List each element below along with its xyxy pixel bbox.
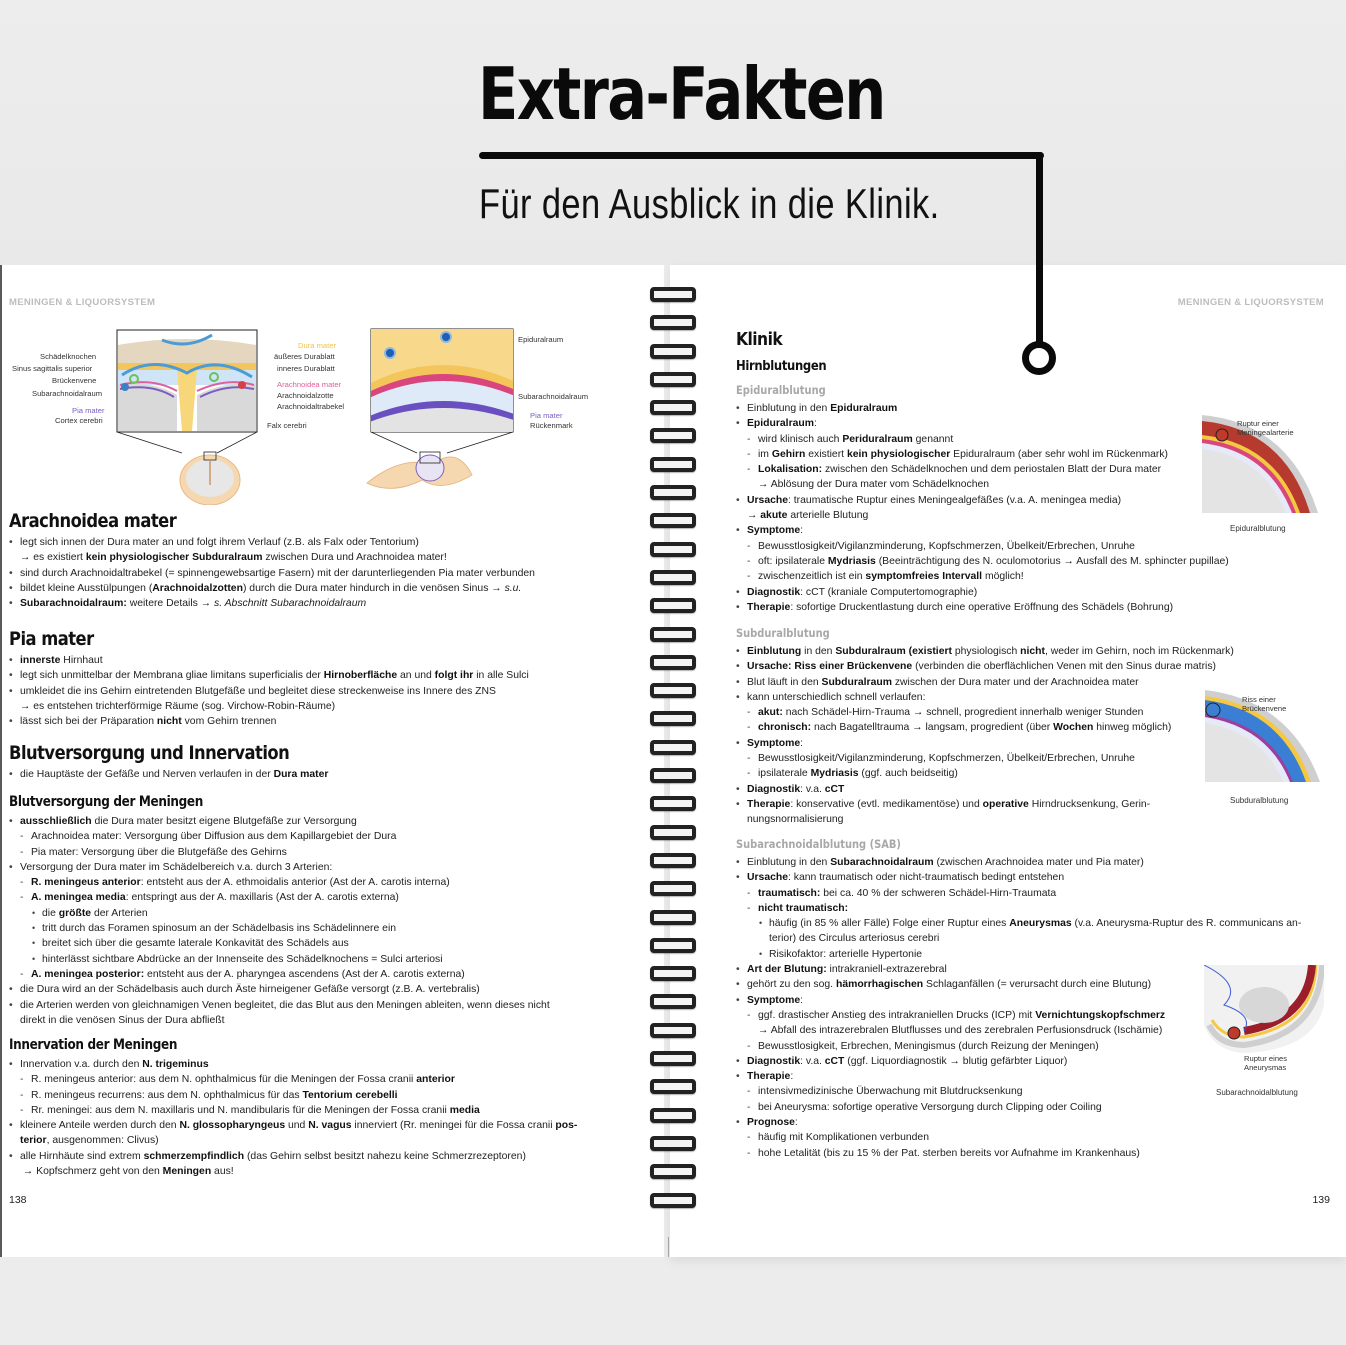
binding-ring — [650, 457, 696, 472]
binding-ring — [650, 1164, 696, 1179]
binding-ring — [650, 740, 696, 755]
label-aeusseres-durablatt: äußeres Durablatt — [274, 352, 335, 361]
section-heading: Arachnoidea mater — [9, 510, 177, 532]
bullet-list — [9, 1057, 659, 1179]
list-item: • Ursache: traumatische Ruptur eines Meningealgefäßes (v.a. A. meningea media) — [736, 493, 1336, 508]
spine-meninges-illustration — [362, 325, 612, 495]
binding-ring — [650, 1023, 696, 1038]
list-item: • Innervation v.a. durch den N. trigeminus — [9, 1057, 659, 1072]
list-item: • alle Hirnhäute sind extrem schmerzempfindlich (das Gehirn selbst besitzt nahezu keine Schmerzrezeptoren) — [9, 1149, 659, 1164]
banner-subtitle: Für den Ausblick in die Klinik. — [479, 180, 940, 227]
list-item: • Ursache: Riss einer Brückenvene (verbinden die oberflächlichen Venen mit den Sinus durae matris) — [736, 659, 1336, 674]
list-item: - Bewusstlosigkeit/Vigilanzminderung, Kopfschmerzen, Übelkeit/Erbrechen, Unruhe — [736, 751, 1336, 766]
binding-ring — [650, 513, 696, 528]
list-item: - Arachnoidea mater: Versorgung über Diffusion aus dem Kapillargebiet der Dura — [9, 829, 659, 844]
binding-ring — [650, 542, 696, 557]
binding-ring — [650, 372, 696, 387]
list-item: - R. meningeus anterior: aus dem N. ophthalmicus für die Meningen der Fossa cranii anterior — [9, 1072, 659, 1087]
list-item: • Prognose: — [736, 1115, 1346, 1130]
gutter-line — [668, 1237, 669, 1257]
binding-ring — [650, 910, 696, 925]
bullet-list — [9, 767, 659, 782]
bullet-list — [9, 535, 659, 611]
bullet-list — [9, 653, 659, 729]
brain-meninges-figure — [2, 325, 345, 505]
binding-ring — [650, 570, 696, 585]
label-epiduralraum: Epiduralraum — [518, 335, 564, 344]
list-item: - traumatisch: bei ca. 40 % der schweren Schädel-Hirn-Traumata — [736, 886, 1346, 901]
list-item: • Einblutung in den Epiduralraum — [736, 401, 1336, 416]
list-item: • Therapie: — [736, 1069, 1346, 1084]
list-item: - R. meningeus recurrens: aus dem N. ophthalmicus für das Tentorium cerebelli — [9, 1088, 659, 1103]
label-inneres-durablatt: inneres Durablatt — [277, 364, 335, 373]
list-item: • kann unterschiedlich schnell verlaufen: — [736, 690, 1336, 705]
page-subtitle: Hirnblutungen — [736, 358, 827, 374]
figure-label: Brückenvene — [1242, 704, 1287, 713]
list-item: - im Gehirn existiert kein physiologischer Epiduralraum (aber sehr wohl im Rückenmark) — [736, 447, 1336, 462]
list-item: • sind durch Arachnoidaltrabekel (= spinnengewebsartige Fasern) mit der darunterliegenden Pia mater verbunden — [9, 566, 659, 581]
list-item: • Subarachnoidalraum: weitere Details → s. Abschnitt Subarachnoidalraum — [9, 596, 659, 611]
label-arachnoidea-mater: Arachnoidea mater — [277, 380, 342, 389]
list-item: • Diagnostik: v.a. cCT (ggf. Liquordiagnostik → blutig gefärbter Liquor) — [736, 1054, 1346, 1069]
list-item: • Art der Blutung: intrakraniell-extrazerebral — [736, 962, 1346, 977]
label-rueckenmark: Rückenmark — [530, 421, 573, 430]
section-arachnoidea-mater — [9, 510, 659, 611]
promo-banner — [0, 0, 1346, 265]
list-item: • die größte der Arterien — [9, 906, 659, 921]
right-page — [670, 265, 1346, 1257]
binding-ring — [650, 994, 696, 1009]
figure-caption: Subduralblutung — [1230, 796, 1289, 805]
list-item: • die Dura wird an der Schädelbasis auch durch Äste hirneigener Gefäße versorgt (z.B. A. vertebralis) — [9, 982, 659, 997]
section-heading: Epiduralblutung — [736, 383, 826, 397]
list-item: - bei Aneurysma: sofortige operative Versorgung durch Clipping oder Coiling — [736, 1100, 1346, 1115]
list-item: - ipsilaterale Mydriasis (ggf. auch beidseitig) — [736, 766, 1336, 781]
section-blutversorgung-innervation — [9, 742, 659, 782]
label-subarachnoidalraum: Subarachnoidalraum — [32, 389, 103, 398]
list-item: • legt sich unmittelbar der Membrana gliae limitans superficialis der Hirnoberfläche an und folgt ihr in alle Sulci — [9, 668, 659, 683]
list-item: - zwischenzeitlich ist ein symptomfreies Intervall möglich! — [736, 569, 1336, 584]
list-item: - Rr. meningei: aus dem N. maxillaris und N. mandibularis für die Meningen der Fossa cranii media — [9, 1103, 659, 1118]
binding-ring — [650, 1108, 696, 1123]
list-item: - Bewusstlosigkeit/Vigilanzminderung, Kopfschmerzen, Übelkeit/Erbrechen, Unruhe — [736, 539, 1336, 554]
list-item: • Risikofaktor: arterielle Hypertonie — [736, 947, 1346, 962]
binding-ring — [650, 711, 696, 726]
list-item: → Ablösung der Dura mater vom Schädelknochen — [758, 479, 990, 491]
list-item: • Einblutung in den Subduralraum (existiert physiologisch nicht, weder im Gehirn, noch im Rückenmark) — [736, 644, 1336, 659]
binding-ring — [650, 627, 696, 642]
list-item: • die Arterien werden von gleichnamigen Venen begleitet, die das Blut aus den Meningen ableiten, wenn dieses nicht — [9, 998, 659, 1013]
banner-title: Extra-Fakten — [478, 52, 885, 136]
list-item: direkt in die venösen Sinus der Dura abfließt — [20, 1014, 225, 1026]
list-item: • bildet kleine Ausstülpungen (Arachnoidalzotten) durch die Dura mater hindurch in die venösen Sinus → s.u. — [9, 581, 659, 596]
binding-ring — [650, 853, 696, 868]
binding-ring — [650, 400, 696, 415]
list-item: • Einblutung in den Subarachnoidalraum (zwischen Arachnoidea mater und Pia mater) — [736, 855, 1346, 870]
callout-connector-line — [479, 152, 1044, 159]
list-item: → Kopfschmerz geht von den Meningen aus! — [20, 1166, 234, 1178]
binding-ring — [650, 768, 696, 783]
sab-illustration — [1204, 965, 1324, 1055]
list-item: • häufig (in 85 % aller Fälle) Folge einer Ruptur eines Aneurysmas (v.a. Aneurysma-Ruptur des R. communicans an- — [736, 916, 1346, 931]
list-item: - A. meningea posterior: entsteht aus der A. pharyngea ascendens (Ast der A. carotis externa) — [9, 967, 659, 982]
figure-caption: Subarachnoidalblutung — [1216, 1088, 1298, 1097]
binding-ring — [650, 1136, 696, 1151]
bullet-list — [9, 814, 659, 1028]
list-item: terior) des Circulus arteriosus cerebri — [769, 933, 940, 945]
list-item: - chronisch: nach Bagatelltrauma → langsam, progredient (über Wochen hinweg möglich) — [736, 720, 1336, 735]
label-arachnoidalzotte: Arachnoidalzotte — [277, 391, 334, 400]
section-blutversorgung-meningen — [9, 794, 659, 1028]
list-item: - Lokalisation: zwischen den Schädelknochen und dem periostalen Blatt der Dura mater — [736, 462, 1336, 477]
section-heading: Subarachnoidalblutung (SAB) — [736, 837, 901, 851]
binding-ring — [650, 825, 696, 840]
list-item: • die Hauptäste der Gefäße und Nerven verlaufen in der Dura mater — [9, 767, 659, 782]
list-item: - oft: ipsilaterale Mydriasis (Beeinträchtigung des N. oculomotorius → Ausfall des M. sphincter pupillae) — [736, 554, 1336, 569]
list-item: → es existiert kein physiologischer Subduralraum zwischen Dura und Arachnoidea mater! — [20, 552, 447, 564]
figure-label: Ruptur eines — [1244, 1054, 1288, 1063]
list-item: • Therapie: sofortige Druckentlastung durch eine operative Eröffnung des Schädels (Bohrung) — [736, 600, 1336, 615]
label-falx-cerebri: Falx cerebri — [267, 421, 307, 430]
list-item: • Symptome: — [736, 993, 1346, 1008]
section-pia-mater — [9, 628, 659, 729]
binding-ring — [650, 1079, 696, 1094]
callout-connector-vertical — [1036, 152, 1043, 348]
list-item: - R. meningeus anterior: entsteht aus der A. ethmoidalis anterior (Ast der A. carotis interna) — [9, 875, 659, 890]
section-heading: Subduralblutung — [736, 626, 830, 640]
list-item: • Versorgung der Dura mater im Schädelbereich v.a. durch 3 Arterien: — [9, 860, 659, 875]
figure-label: Meningealarterie — [1237, 428, 1294, 437]
list-item: • ausschließlich die Dura mater besitzt eigene Blutgefäße zur Versorgung — [9, 814, 659, 829]
label-pia-mater: Pia mater — [72, 406, 105, 415]
figure-label: Aneurysmas — [1244, 1063, 1287, 1072]
running-head: MENINGEN & LIQUORSYSTEM — [9, 297, 156, 308]
label-dura-mater: Dura mater — [298, 341, 336, 350]
list-item: → Abfall des intrazerebralen Blutflusses und des zerebralen Perfusionsdruck (Ischämie) — [758, 1025, 1163, 1037]
list-item: - A. meningea media: entspringt aus der A. maxillaris (Ast der A. carotis externa) — [9, 890, 659, 905]
list-item: nungsnormalisierung — [747, 814, 844, 826]
binding-ring — [650, 655, 696, 670]
section-heading: Pia mater — [9, 628, 94, 650]
section-heading: Blutversorgung der Meningen — [9, 794, 203, 810]
list-item: • umkleidet die ins Gehirn eintretenden Blutgefäße und begleitet diese streckenweise ins Innere des ZNS — [9, 684, 659, 699]
spine-meninges-figure — [362, 325, 612, 505]
list-item: - ggf. drastischer Anstieg des intrakraniellen Drucks (ICP) mit Vernichtungskopfschmerz — [736, 1008, 1346, 1023]
callout-pointer-icon — [1022, 341, 1056, 375]
left-page — [0, 265, 664, 1257]
figure-label: Ruptur einer — [1237, 419, 1279, 428]
label-schaedelknochen: Schädelknochen — [40, 352, 97, 361]
list-item: → es entstehen trichterförmige Räume (sog. Virchow-Robin-Räume) — [20, 700, 336, 712]
page-number: 138 — [9, 1194, 27, 1206]
label-subarachnoidalraum-spine: Subarachnoidalraum — [518, 392, 589, 401]
binding-ring — [650, 881, 696, 896]
list-item: - häufig mit Komplikationen verbunden — [736, 1130, 1346, 1145]
section-heading: Innervation der Meningen — [9, 1037, 178, 1053]
binding-ring — [650, 598, 696, 613]
list-item: • Symptome: — [736, 736, 1336, 751]
binding-ring — [650, 315, 696, 330]
list-item: - nicht traumatisch: — [736, 901, 1346, 916]
list-item: - Pia mater: Versorgung über die Blutgefäße des Gehirns — [9, 845, 659, 860]
section-heading: Blutversorgung und Innervation — [9, 742, 290, 764]
label-pia-mater-spine: Pia mater — [530, 411, 563, 420]
running-head: MENINGEN & LIQUORSYSTEM — [1177, 297, 1324, 308]
list-item: • Ursache: kann traumatisch oder nicht-traumatisch bedingt entstehen — [736, 870, 1346, 885]
label-arachnoidaltrabekel: Arachnoidaltrabekel — [277, 402, 345, 411]
list-item: • Diagnostik: cCT (kraniale Computertomographie) — [736, 585, 1336, 600]
list-item: • hinterlässt sichtbare Abdrücke an der Innenseite des Schädelknochens = Sulci arteriosi — [9, 952, 659, 967]
list-item: → akute arterielle Blutung — [747, 510, 869, 522]
label-brueckenvene: Brückenvene — [52, 376, 97, 385]
binding-ring — [650, 287, 696, 302]
page-number: 139 — [1312, 1194, 1330, 1206]
list-item: terior, ausgenommen: Clivus) — [20, 1135, 159, 1147]
list-item: • innerste Hirnhaut — [9, 653, 659, 668]
klinik-header — [736, 329, 841, 374]
binding-ring — [650, 428, 696, 443]
figure-caption: Epiduralblutung — [1230, 524, 1286, 533]
figure-subduralblutung — [1205, 690, 1345, 820]
list-item: - wird klinisch auch Periduralraum genannt — [736, 432, 1336, 447]
binding-ring — [650, 683, 696, 698]
spiral-binding — [650, 287, 696, 1221]
list-item: - akut: nach Schädel-Hirn-Trauma → schnell, progredient innerhalb weniger Stunden — [736, 705, 1336, 720]
list-item: - intensivmedizinische Überwachung mit Blutdrucksenkung — [736, 1084, 1346, 1099]
section-innervation-meningen — [9, 1037, 659, 1179]
binding-ring — [650, 344, 696, 359]
binding-ring — [650, 796, 696, 811]
binding-ring — [650, 485, 696, 500]
page-title: Klinik — [736, 329, 783, 350]
binding-ring — [650, 938, 696, 953]
list-item: • Diagnostik: v.a. cCT — [736, 782, 1336, 797]
label-cortex-cerebri: Cortex cerebri — [55, 416, 103, 425]
figure-subarachnoidalblutung — [1200, 965, 1340, 1105]
list-item: • tritt durch das Foramen spinosum an der Schädelbasis ins Schädelinnere ein — [9, 921, 659, 936]
list-item: • Blut läuft in den Subduralraum zwischen der Dura mater und der Arachnoidea mater — [736, 675, 1336, 690]
figure-epiduralblutung — [1200, 413, 1340, 538]
list-item: • breitet sich über die gesamte laterale Konkavität des Schädels aus — [9, 936, 659, 951]
list-item: • legt sich innen der Dura mater an und folgt ihrem Verlauf (z.B. als Falx oder Tentorium) — [9, 535, 659, 550]
binding-ring — [650, 1193, 696, 1208]
label-sinus-sagittalis: Sinus sagittalis superior — [12, 364, 93, 373]
binding-ring — [650, 1051, 696, 1066]
binding-ring — [650, 966, 696, 981]
figure-label: Riss einer — [1242, 695, 1276, 704]
list-item: - Bewusstlosigkeit, Erbrechen, Meningismus (durch Reizung der Meningen) — [736, 1039, 1346, 1054]
list-item: • kleinere Anteile werden durch den N. glossopharyngeus und N. vagus innerviert (Rr. meningei für die Fossa cranii pos- — [9, 1118, 659, 1133]
list-item: • gehört zu den sog. hämorrhagischen Schlaganfällen (= verursacht durch eine Blutung) — [736, 977, 1346, 992]
list-item: - hohe Letalität (bis zu 15 % der Pat. sterben bereits vor Aufnahme im Krankenhaus) — [736, 1146, 1346, 1161]
list-item: • Epiduralraum: — [736, 416, 1336, 431]
list-item: • Symptome: — [736, 523, 1336, 538]
list-item: • lässt sich bei der Präparation nicht vom Gehirn trennen — [9, 714, 659, 729]
list-item: • Therapie: konservative (evtl. medikamentöse) und operative Hirndrucksenkung, Gerin- — [736, 797, 1336, 812]
